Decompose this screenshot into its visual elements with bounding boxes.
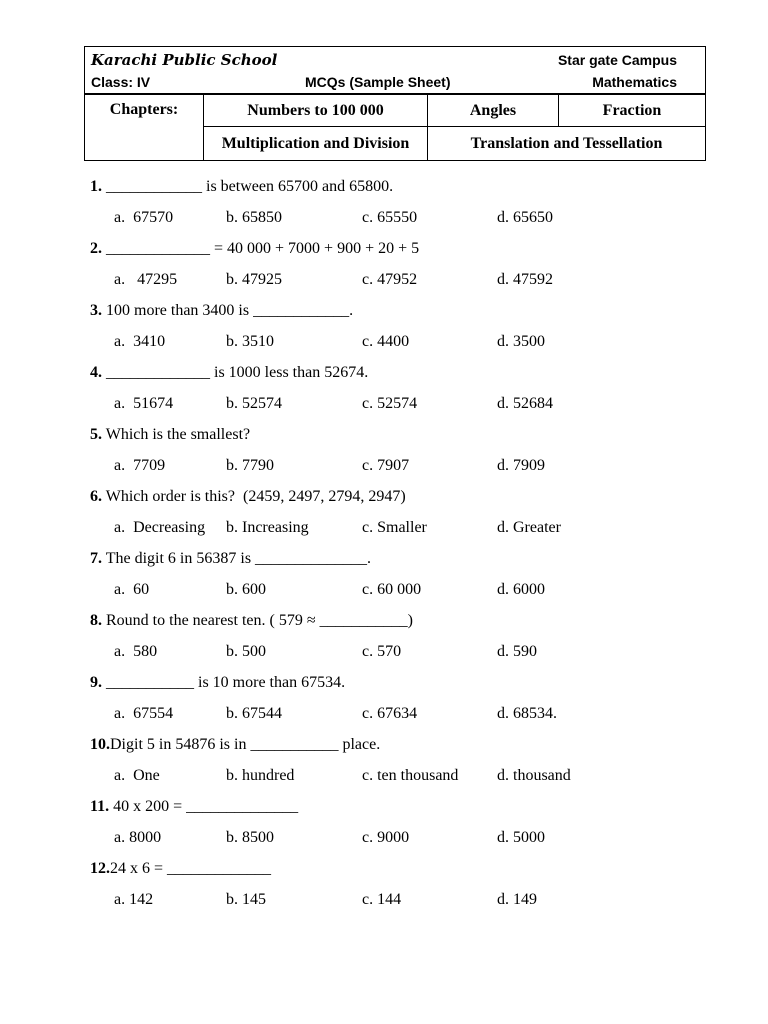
class-label: Class: IV: [91, 74, 151, 90]
question-text: Digit 5 in 54876 is in ___________ place.: [110, 736, 381, 753]
question-number: 2.: [90, 240, 102, 257]
question-6: [90, 481, 690, 512]
option-d: d. 47592: [497, 271, 553, 288]
option-b: b. 3510: [226, 333, 274, 350]
option-a: a. 67554: [114, 705, 174, 722]
option-d: d. 3500: [497, 333, 545, 350]
option-b: b. 145: [226, 891, 266, 908]
options-row: [90, 264, 690, 295]
subject-name: Mathematics: [592, 74, 677, 90]
option-b: b. 600: [226, 581, 266, 598]
option-a: a. 51674: [114, 395, 174, 412]
option-c: c. Smaller: [362, 519, 427, 536]
questions-list: [90, 171, 690, 915]
option-b: b. 500: [226, 643, 266, 660]
question-8: [90, 605, 690, 636]
option-c: c. 60 000: [362, 581, 422, 598]
options-row: [90, 326, 690, 357]
question-number: 12.: [90, 860, 110, 877]
option-d: d. 590: [497, 643, 537, 660]
question-text: 40 x 200 = ______________: [109, 798, 299, 815]
question-number: 8.: [90, 612, 102, 629]
options-row: [90, 450, 690, 481]
question-number: 9.: [90, 674, 102, 691]
options-row: [90, 884, 690, 915]
question-text: ___________ is 10 more than 67534.: [102, 674, 346, 691]
option-a: a. One: [114, 767, 160, 784]
option-a: a. 7709: [114, 457, 166, 474]
option-b: b. 52574: [226, 395, 282, 412]
options-row: [90, 698, 690, 729]
question-number: 5.: [90, 426, 102, 443]
question-11: [90, 791, 690, 822]
option-a: a. 47295: [114, 271, 178, 288]
question-text: _____________ = 40 000 + 7000 + 900 + 20 + 5: [102, 240, 420, 257]
option-b: b. Increasing: [226, 519, 309, 536]
option-c: c. 4400: [362, 333, 410, 350]
question-number: 3.: [90, 302, 102, 319]
option-d: d. 149: [497, 891, 537, 908]
option-a: a. 67570: [114, 209, 174, 226]
question-7: [90, 543, 690, 574]
chapters-label: Chapters:: [85, 95, 204, 161]
option-b: b. 67544: [226, 705, 282, 722]
options-row: [90, 512, 690, 543]
option-a: a. Decreasing: [114, 519, 206, 536]
question-number: 6.: [90, 488, 102, 505]
question-1: [90, 171, 690, 202]
option-d: d. Greater: [497, 519, 561, 536]
option-c: c. 9000: [362, 829, 410, 846]
options-row: [90, 388, 690, 419]
chapter-fraction: Fraction: [559, 95, 706, 127]
chapter-numbers: Numbers to 100 000: [204, 95, 428, 127]
option-b: b. 8500: [226, 829, 274, 846]
option-d: d. 52684: [497, 395, 553, 412]
option-c: c. 65550: [362, 209, 418, 226]
question-text: Which is the smallest?: [102, 426, 251, 443]
question-number: 1.: [90, 178, 102, 195]
option-d: d. 68534.: [497, 705, 557, 722]
option-b: b. 47925: [226, 271, 282, 288]
option-c: c. 52574: [362, 395, 418, 412]
option-b: b. 65850: [226, 209, 282, 226]
question-3: [90, 295, 690, 326]
question-number: 10.: [90, 736, 110, 753]
chapters-table: [84, 94, 706, 161]
option-a: a. 8000: [114, 829, 162, 846]
campus-name: Star gate Campus: [557, 52, 677, 68]
option-c: c. 67634: [362, 705, 418, 722]
option-c: c. 570: [362, 643, 402, 660]
question-text: _____________ is 1000 less than 52674.: [102, 364, 369, 381]
question-10: [90, 729, 690, 760]
option-d: d. 5000: [497, 829, 545, 846]
sheet-title: MCQs (Sample Sheet): [305, 74, 451, 90]
chapter-angles: Angles: [428, 95, 559, 127]
option-d: d. 7909: [497, 457, 545, 474]
option-a: a. 60: [114, 581, 150, 598]
question-12: [90, 853, 690, 884]
question-text: Round to the nearest ten. ( 579 ≈ ___________): [102, 612, 413, 629]
option-a: a. 3410: [114, 333, 166, 350]
option-b: b. hundred: [226, 767, 295, 784]
option-d: d. thousand: [497, 767, 571, 784]
options-row: [90, 202, 690, 233]
option-d: d. 65650: [497, 209, 553, 226]
option-c: c. 47952: [362, 271, 418, 288]
question-number: 7.: [90, 550, 102, 567]
question-2: [90, 233, 690, 264]
question-text: Which order is this? (2459, 2497, 2794, 2947): [102, 488, 406, 505]
question-9: [90, 667, 690, 698]
question-text: The digit 6 in 56387 is ______________.: [102, 550, 372, 567]
question-4: [90, 357, 690, 388]
option-c: c. 7907: [362, 457, 410, 474]
option-b: b. 7790: [226, 457, 274, 474]
options-row: [90, 822, 690, 853]
option-c: c. ten thousand: [362, 767, 459, 784]
option-a: a. 580: [114, 643, 158, 660]
header-box: [84, 46, 706, 94]
question-text: 24 x 6 = _____________: [110, 860, 272, 877]
chapter-multiplication: Multiplication and Division: [204, 127, 428, 161]
school-name: Karachi Public School: [91, 51, 278, 69]
options-row: [90, 760, 690, 791]
option-c: c. 144: [362, 891, 402, 908]
options-row: [90, 636, 690, 667]
question-number: 11.: [90, 798, 110, 815]
question-text: 100 more than 3400 is ____________.: [102, 302, 354, 319]
options-row: [90, 574, 690, 605]
question-number: 4.: [90, 364, 102, 381]
option-d: d. 6000: [497, 581, 545, 598]
question-text: ____________ is between 65700 and 65800.: [102, 178, 394, 195]
question-5: [90, 419, 690, 450]
option-a: a. 142: [114, 891, 154, 908]
chapter-translation: Translation and Tessellation: [428, 127, 706, 161]
